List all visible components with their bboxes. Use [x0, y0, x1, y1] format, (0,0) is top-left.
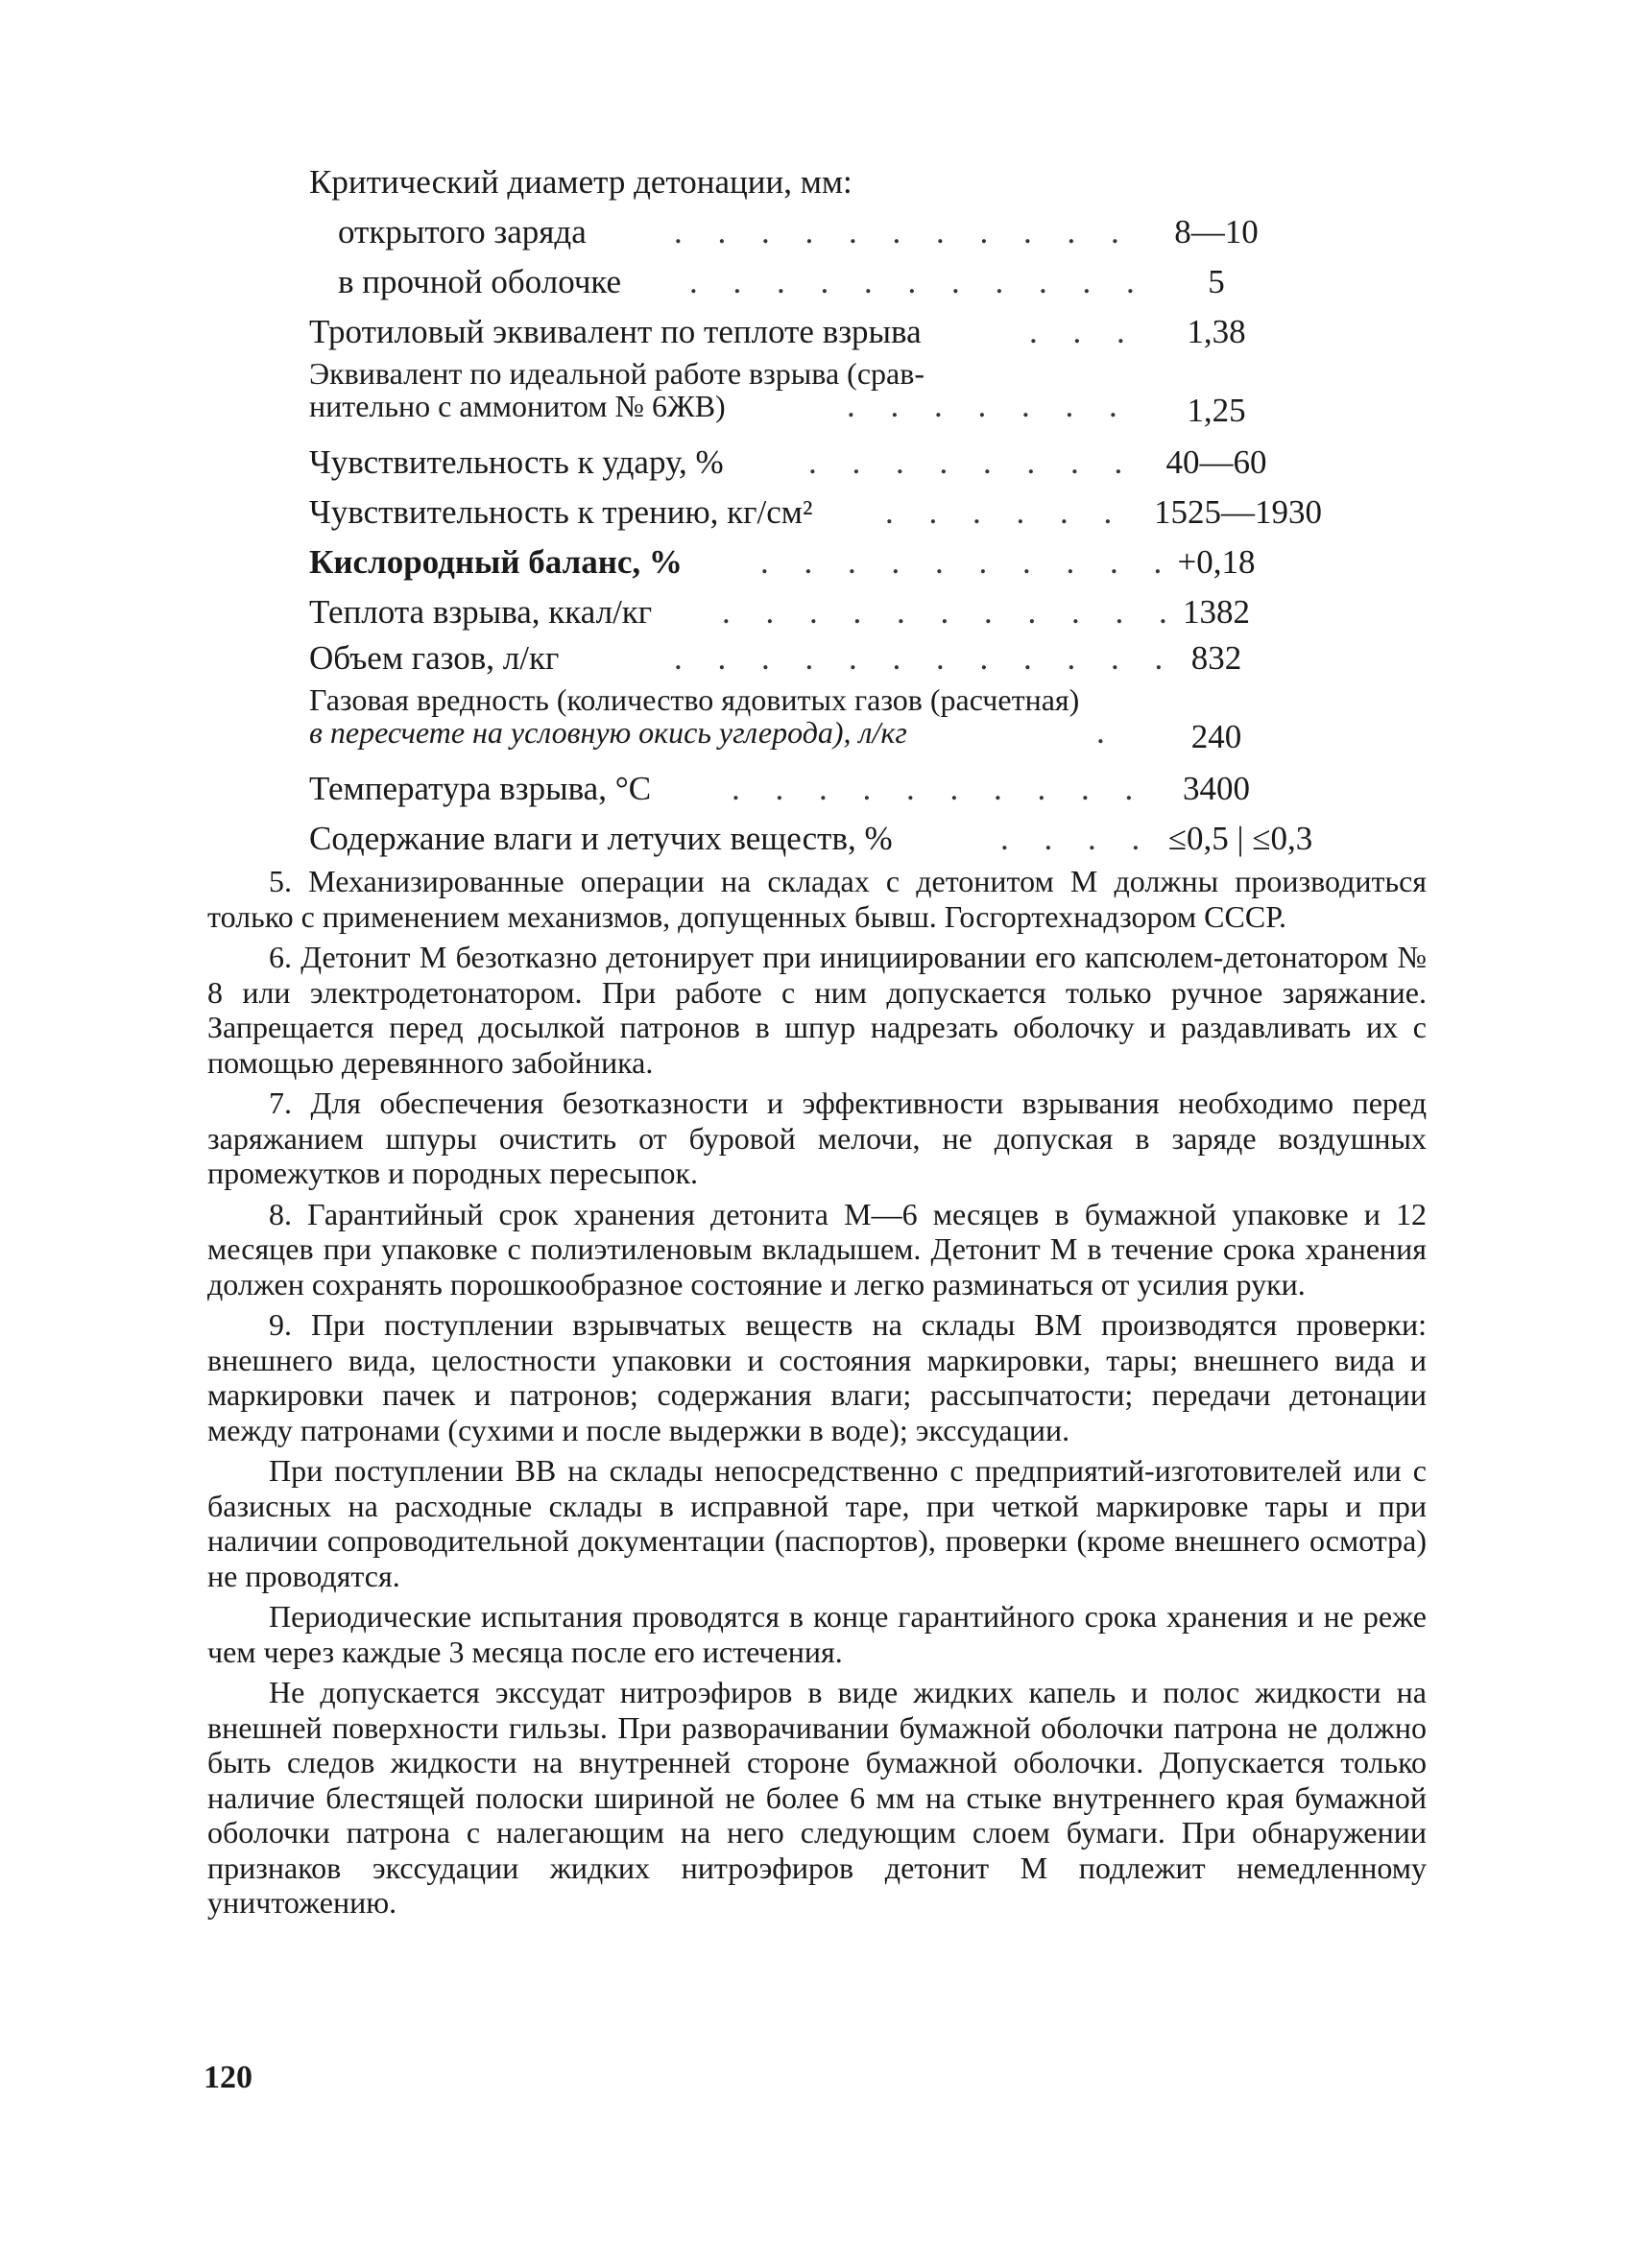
row-value: 40—60 [1165, 443, 1267, 481]
paragraph: 6. Детонит М безотказно детонирует при инициировании его капсюлем-детонатором № 8 или электродетонатором. При работе с ним допускается только ручное заряжание. Запрещается перед досылкой патронов в шпур надрезать оболочку и раздавливать их с помощью деревянного забойника. [207, 940, 1427, 1080]
row-label-line: Газовая вредность (количество ядовитых газов (расчетная) [309, 682, 1080, 717]
leader-dots: . . . . . . . . . . . . [674, 639, 1177, 677]
paragraph: 5. Механизированные операции на складах с детонитом М должны производиться только с применением механизмов, допущенных бывш. Госгортехнадзором СССР. [207, 864, 1427, 934]
row-label [309, 683, 1079, 749]
row-value: 240 [1190, 718, 1242, 755]
leader-dots: . . . . . . . . . . [732, 770, 1147, 807]
row-value: 1,38 [1187, 313, 1246, 350]
row-label: Чувствительность к трению, кг/см² [309, 493, 813, 531]
row-value: 1525—1930 [1154, 493, 1322, 531]
row-label: в прочной оболочке [338, 263, 622, 300]
paragraph: 8. Гарантийный срок хранения детонита М—6 месяцев в бумажной упаковке и 12 месяцев при упаковке с полиэтиленовым вкладышем. Детонит М в течение срока хранения должен сохранять порошкообразное состояние и легко разминаться от усилия руки. [207, 1196, 1427, 1301]
row-label: Температура взрыва, °С [309, 770, 652, 807]
row-label: Объем газов, л/кг [309, 639, 560, 677]
row-label [309, 357, 925, 422]
row-value: +0,18 [1177, 543, 1256, 581]
leader-dots: . . . . . . . . . . . [689, 263, 1148, 300]
paragraph: 9. При поступлении взрывчатых веществ на склады ВМ производятся проверки: внешнего вида, целостности упаковки и состояния маркировки, тары; внешнего вида и маркировки пачек и патронов; содержания влаги; рассыпчатости; передачи детонации между патронами (сухими и после выдержки в воде); экссудации. [207, 1307, 1427, 1447]
leader-dots: . . . . . . [885, 493, 1126, 531]
leader-dots: . [1096, 713, 1118, 751]
row-value: 8—10 [1174, 213, 1259, 251]
row-label: Содержание влаги и летучих веществ, % [309, 820, 893, 857]
row-label-line: в пересчете на условную окись углерода), л/кг [309, 715, 907, 750]
leader-dots: . . . [1029, 313, 1139, 350]
row-label-line: нительно с аммонитом № 6ЖВ) [309, 389, 726, 423]
row-value: 1,25 [1187, 392, 1246, 429]
paragraph: Периодические испытания проводятся в конце гарантийного срока хранения и не реже чем через каждые 3 месяца после его истечения. [207, 1599, 1427, 1669]
row-label: Кислородный баланс, % [309, 543, 683, 581]
leader-dots: . . . . . . . . . . [760, 543, 1176, 581]
page-number: 120 [204, 2060, 252, 2095]
leader-dots: . . . . [1000, 820, 1154, 857]
row-value: ≤0,5 | ≤0,3 [1167, 820, 1313, 857]
row-label: Тротиловый эквивалент по теплоте взрыва [309, 313, 922, 350]
leader-dots: . . . . . . . . [808, 443, 1137, 481]
row-label-line: Эквивалент по идеальной работе взрыва (срав- [309, 356, 925, 391]
row-value: 5 [1208, 263, 1225, 300]
row-label: Теплота взрыва, ккал/кг [309, 593, 653, 631]
row-label: Чувствительность к удару, % [309, 443, 724, 481]
row-value: 1382 [1183, 593, 1250, 631]
leader-dots: . . . . . . . . . . . [722, 593, 1181, 631]
leader-dots: . . . . . . . [847, 387, 1131, 424]
paragraph: Не допускается экссудат нитроэфиров в виде жидких капель и полос жидкости на внешней поверхности гильзы. При разворачивании бумажной оболочки патрона не должно быть следов жидкости на внутренней стороне бумажной оболочки. Допускается только наличие блестящей полоски шириной не более 6 мм на стыке внутреннего края бумажной оболочки патрона с налегающим на него следующим слоем бумаги. При обнаружении признаков экссудации жидких нитроэфиров детонит М подлежит немедленному уничтожению. [207, 1675, 1427, 1920]
row-value: 832 [1190, 639, 1242, 677]
row-value: 3400 [1183, 770, 1250, 807]
paragraph: При поступлении ВВ на склады непосредственно с предприятий-изготовителей или с базисных на расходные склады в исправной таре, при четкой маркировке тары и при наличии сопроводительной документации (паспортов), проверки (кроме внешнего осмотра) не проводятся. [207, 1453, 1427, 1593]
table-header: Критический диаметр детонации, мм: [309, 163, 853, 201]
body-text [207, 864, 1427, 1926]
row-label: открытого заряда [338, 213, 587, 251]
leader-dots: . . . . . . . . . . . [674, 213, 1133, 251]
paragraph: 7. Для обеспечения безотказности и эффективности взрывания необходимо перед заряжанием шпуры очистить от буровой мелочи, не допуская в заряде воздушных промежутков и породных пересыпок. [207, 1086, 1427, 1190]
